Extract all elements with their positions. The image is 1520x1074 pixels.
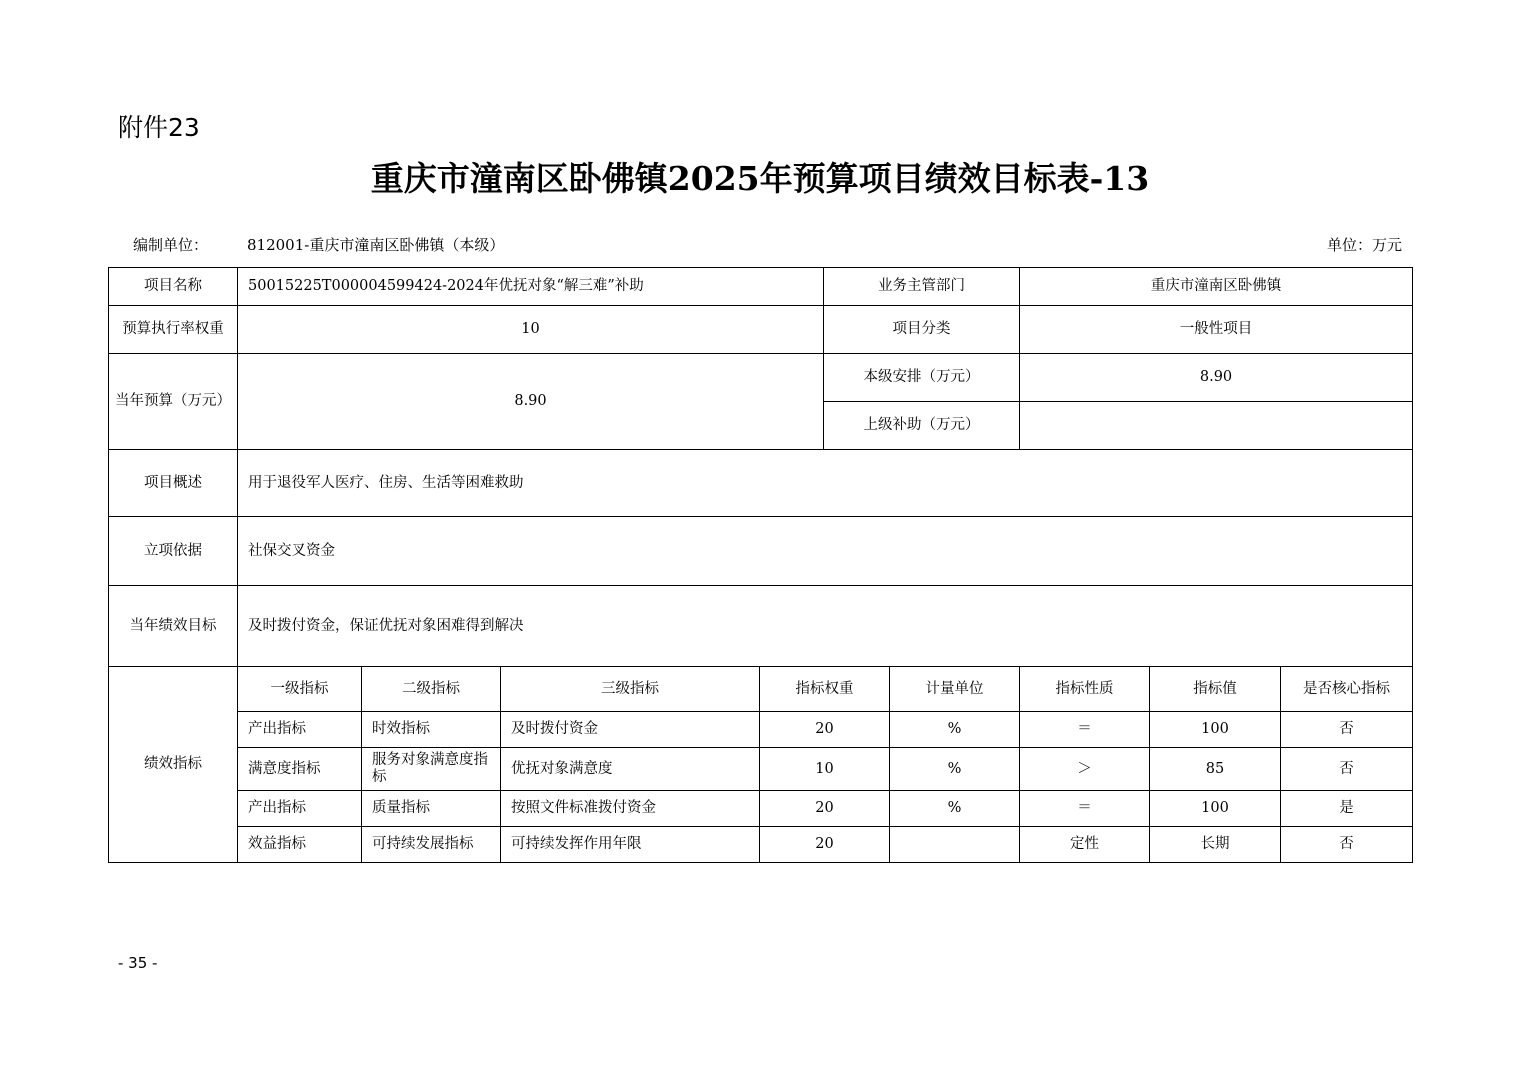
- overview-label: 项目概述: [109, 450, 238, 517]
- table-row: [109, 712, 1413, 748]
- indicators-label: 绩效指标: [109, 667, 238, 863]
- category-label: 项目分类: [824, 306, 1020, 354]
- row-core: 否: [1281, 827, 1413, 863]
- row-nature: ＝: [1020, 791, 1150, 827]
- row-level3: 优抚对象满意度: [501, 748, 760, 791]
- basis-value: 社保交叉资金: [238, 517, 1413, 586]
- header-level2: 二级指标: [362, 667, 501, 712]
- row-level2: 质量指标: [362, 791, 501, 827]
- overview-value: 用于退役军人医疗、住房、生活等困难救助: [238, 450, 1413, 517]
- row-value: 85: [1150, 748, 1281, 791]
- header-level1: 一级指标: [238, 667, 362, 712]
- project-name-label: 项目名称: [109, 268, 238, 306]
- row-core: 是: [1281, 791, 1413, 827]
- table-row: [109, 791, 1413, 827]
- row-level3: 可持续发挥作用年限: [501, 827, 760, 863]
- performance-table: [108, 267, 1413, 863]
- row-core: 否: [1281, 712, 1413, 748]
- indicator-header-row: [109, 667, 1413, 712]
- local-label: 本级安排（万元）: [824, 354, 1020, 402]
- header-nature: 指标性质: [1020, 667, 1150, 712]
- header-level3: 三级指标: [501, 667, 760, 712]
- row-nature: ＞: [1020, 748, 1150, 791]
- table-row: [109, 748, 1413, 791]
- header-core: 是否核心指标: [1281, 667, 1413, 712]
- row-value: 100: [1150, 712, 1281, 748]
- row-unit: [890, 827, 1020, 863]
- row-unit: %: [890, 748, 1020, 791]
- row-level2: 可持续发展指标: [362, 827, 501, 863]
- row-level3: 按照文件标准拨付资金: [501, 791, 760, 827]
- budget-value: 8.90: [238, 354, 824, 450]
- row-nature: ＝: [1020, 712, 1150, 748]
- row-weight: 20: [760, 827, 890, 863]
- row-nature: 定性: [1020, 827, 1150, 863]
- local-value: 8.90: [1020, 354, 1413, 402]
- attachment-label: 附件23: [118, 113, 200, 142]
- row-core: 否: [1281, 748, 1413, 791]
- row-level2: 时效指标: [362, 712, 501, 748]
- goal-value: 及时拨付资金，保证优抚对象困难得到解决: [238, 586, 1413, 667]
- row-value: 长期: [1150, 827, 1281, 863]
- page-number: - 35 -: [118, 954, 158, 972]
- row-level3: 及时拨付资金: [501, 712, 760, 748]
- unit-value: 812001-重庆市潼南区卧佛镇（本级）: [247, 236, 505, 254]
- row-level1: 产出指标: [238, 791, 362, 827]
- dept-label: 业务主管部门: [824, 268, 1020, 306]
- category-value: 一般性项目: [1020, 306, 1413, 354]
- upper-value: [1020, 402, 1413, 450]
- currency-unit: 单位：万元: [1326, 236, 1402, 254]
- row-weight: 20: [760, 791, 890, 827]
- row-unit: %: [890, 712, 1020, 748]
- row-unit: %: [890, 791, 1020, 827]
- budget-label: 当年预算（万元）: [109, 354, 238, 450]
- project-name-value: 50015225T000004599424-2024年优抚对象“解三难”补助: [238, 268, 824, 306]
- weight-value: 10: [238, 306, 824, 354]
- upper-label: 上级补助（万元）: [824, 402, 1020, 450]
- table-row: [109, 827, 1413, 863]
- row-level2: 服务对象满意度指标: [362, 748, 501, 791]
- row-level1: 效益指标: [238, 827, 362, 863]
- row-weight: 20: [760, 712, 890, 748]
- header-value: 指标值: [1150, 667, 1281, 712]
- basis-label: 立项依据: [109, 517, 238, 586]
- row-level1: 满意度指标: [238, 748, 362, 791]
- dept-value: 重庆市潼南区卧佛镇: [1020, 268, 1413, 306]
- weight-label: 预算执行率权重: [109, 306, 238, 354]
- row-value: 100: [1150, 791, 1281, 827]
- unit-label: 编制单位：: [133, 236, 209, 254]
- goal-label: 当年绩效目标: [109, 586, 238, 667]
- row-level1: 产出指标: [238, 712, 362, 748]
- header-unit: 计量单位: [890, 667, 1020, 712]
- header-weight: 指标权重: [760, 667, 890, 712]
- page-title: 重庆市潼南区卧佛镇2025年预算项目绩效目标表-13: [370, 159, 1150, 198]
- row-weight: 10: [760, 748, 890, 791]
